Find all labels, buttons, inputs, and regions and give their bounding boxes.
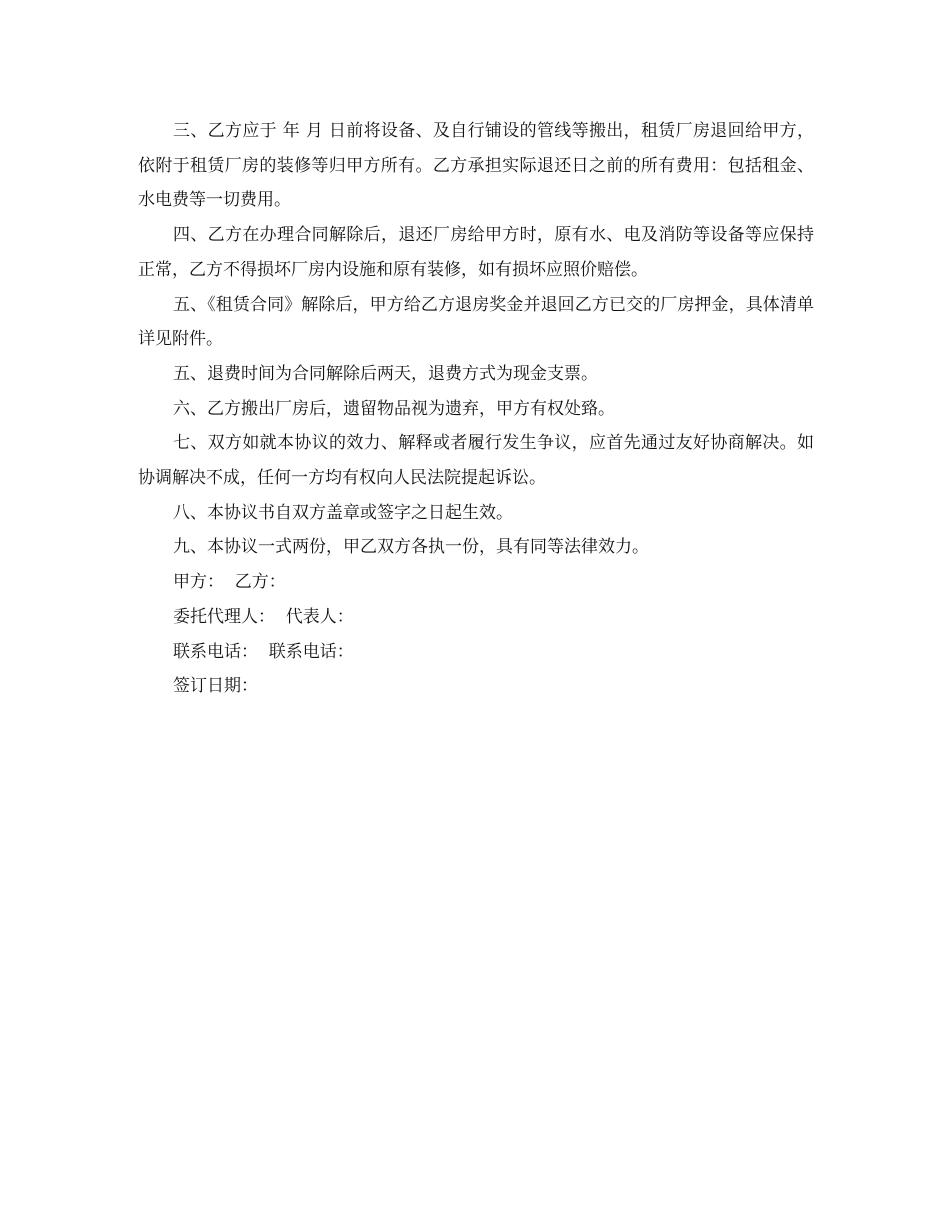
clause-6: 六、乙方搬出厂房后，遗留物品视为遗弃，甲方有权处臵。 xyxy=(173,398,615,419)
signature-parties: 甲方： 乙方： xyxy=(173,572,286,593)
clause-3: 三、乙方应于 年 月 日前将设备、及自行铺设的管线等搬出，租赁厂房退回给甲方，依附于租赁厂房的装修等归甲方所有。乙方承担实际退还日之前的所有费用：包括租金、水电费等一切费用。 xyxy=(138,121,814,211)
agreement-body xyxy=(138,114,814,704)
clause-7: 七、双方如就本协议的效力、解释或者履行发生争议，应首先通过友好协商解决。如协调解决不成，任何一方均有权向人民法院提起诉讼。 xyxy=(138,433,814,489)
signature-agents: 委托代理人： 代表人： xyxy=(173,606,354,627)
clause-5b: 五、退费时间为合同解除后两天，退费方式为现金支票。 xyxy=(173,363,598,384)
clause-8: 八、本协议书自双方盖章或签字之日起生效。 xyxy=(173,502,513,523)
signature-phones: 联系电话： 联系电话： xyxy=(173,641,354,662)
clause-5a: 五、《租赁合同》解除后，甲方给乙方退房奖金并退回乙方已交的厂房押金，具体清单详见附件。 xyxy=(138,294,814,350)
signature-date: 签订日期： xyxy=(173,676,258,697)
clause-4: 四、乙方在办理合同解除后，退还厂房给甲方时，原有水、电及消防等设备等应保持正常，乙方不得损坏厂房内设施和原有装修，如有损坏应照价赔偿。 xyxy=(138,225,814,280)
clause-9: 九、本协议一式两份，甲乙双方各执一份，具有同等法律效力。 xyxy=(173,537,649,558)
